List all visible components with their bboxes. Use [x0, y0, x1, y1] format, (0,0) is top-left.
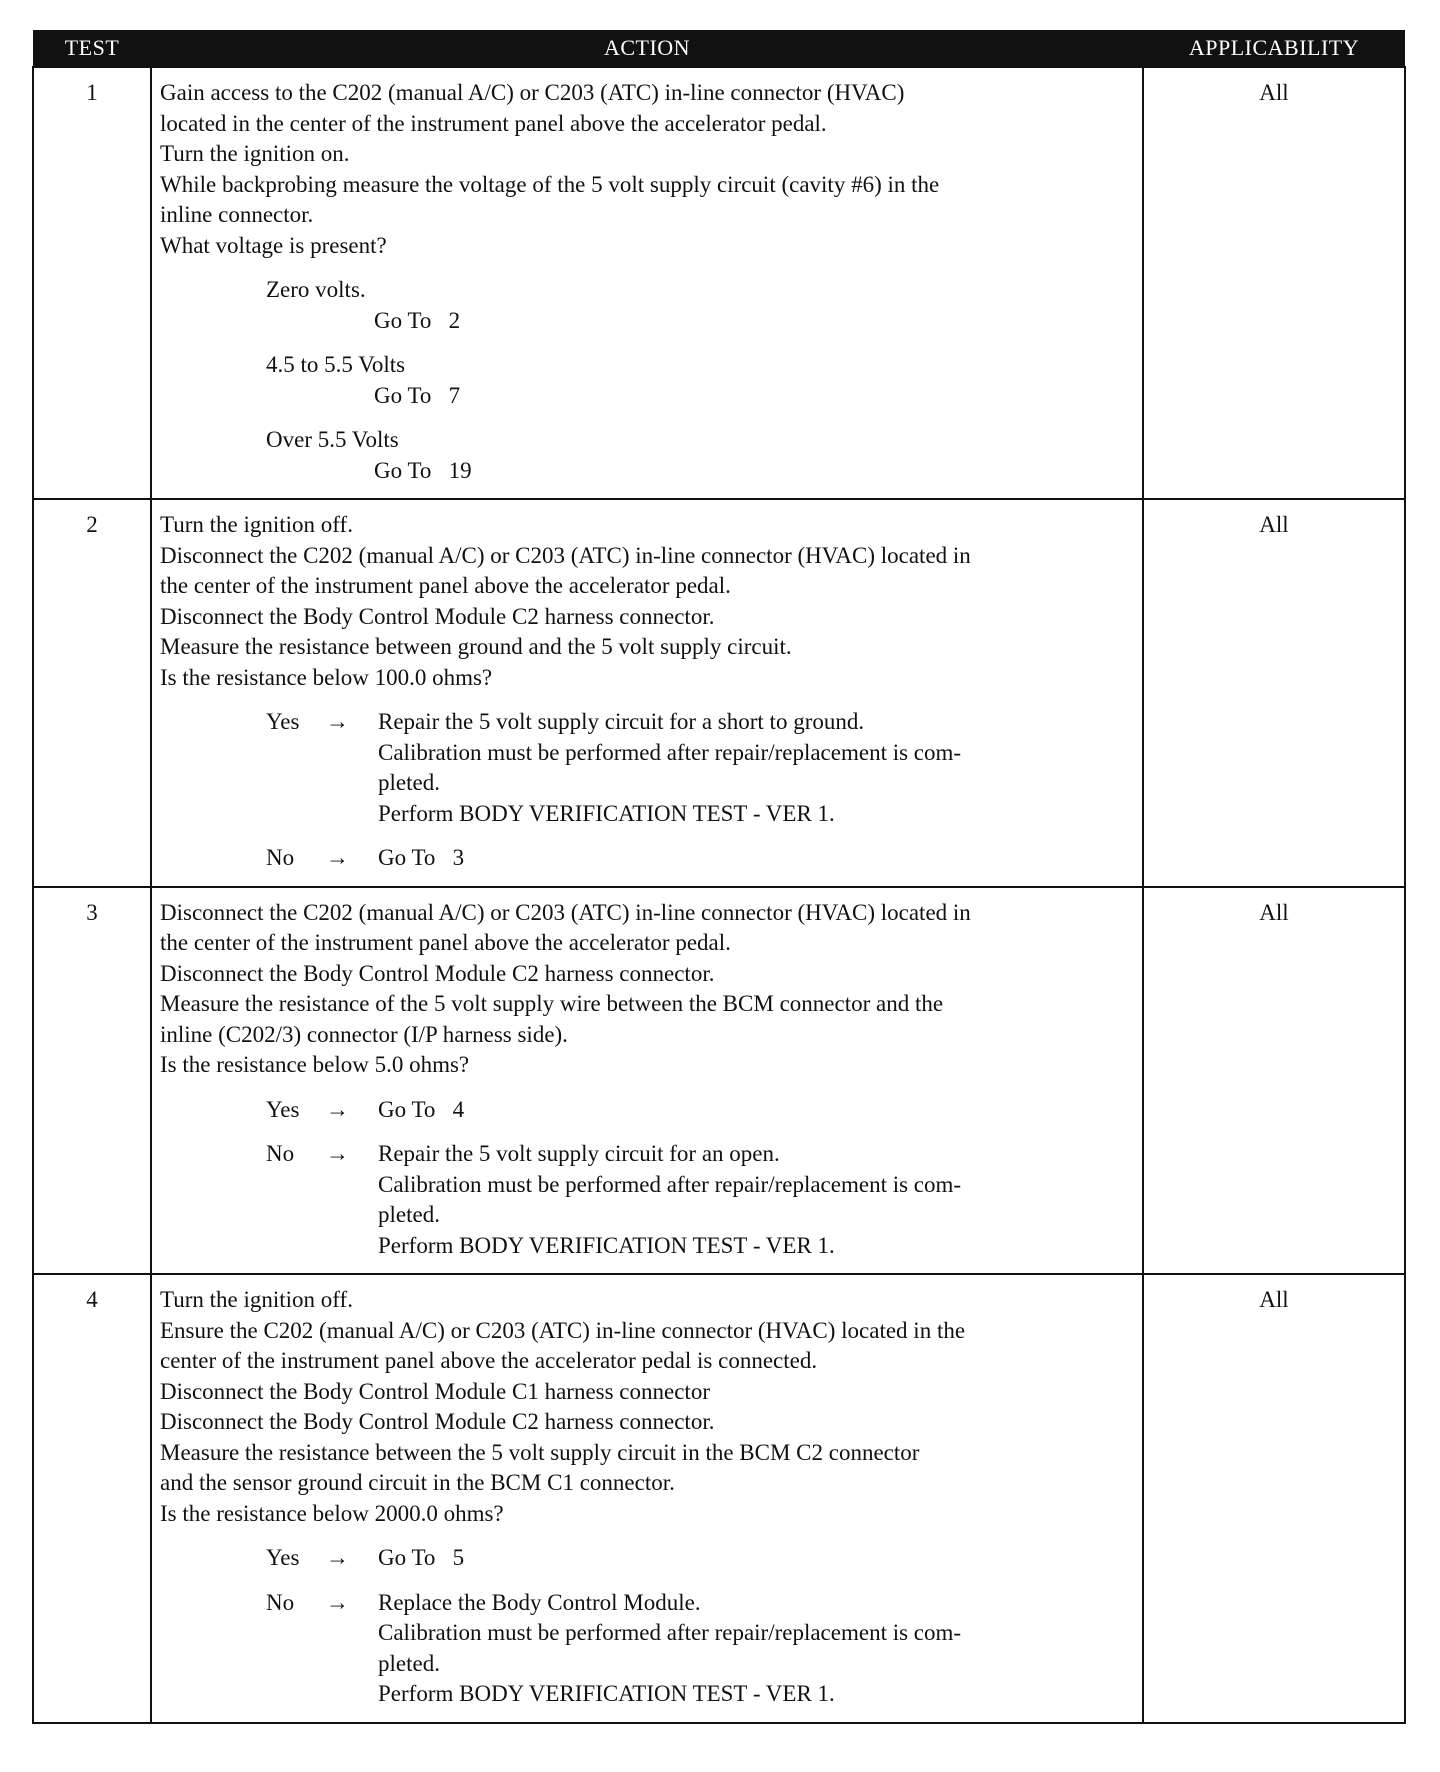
- response-label: Zero volts.: [266, 277, 366, 302]
- response-line: Perform BODY VERIFICATION TEST - VER 1.: [378, 1232, 835, 1258]
- test-number: 3: [33, 887, 151, 1275]
- yes-action-text: [378, 1543, 1128, 1574]
- yes-response: [266, 1095, 1136, 1126]
- applicability-cell: All: [1143, 1274, 1405, 1723]
- response-line: Perform BODY VERIFICATION TEST - VER 1.: [378, 800, 835, 826]
- right-arrow-icon: →: [326, 1545, 349, 1570]
- action-line: Ensure the C202 (manual A/C) or C203 (ATC) in-line connector (HVAC) located in the: [160, 1317, 966, 1343]
- test-number: 4: [33, 1274, 151, 1723]
- right-arrow-icon: →: [326, 1096, 349, 1122]
- action-line: Disconnect the C202 (manual A/C) or C203 (ATC) in-line connector (HVAC) located in: [160, 899, 971, 925]
- action-line: Measure the resistance between the 5 volt supply circuit in the BCM C2 connector: [160, 1439, 920, 1465]
- response-line: Calibration must be performed after repair/replacement is com-: [378, 1171, 962, 1197]
- table-header-row: [33, 30, 1405, 67]
- table-body: [33, 67, 1405, 1723]
- no-action-text: [378, 1139, 1128, 1261]
- action-line: and the sensor ground circuit in the BCM C1 connector.: [160, 1470, 675, 1495]
- no-label: No: [266, 1589, 295, 1615]
- action-line: Turn the ignition off.: [160, 1287, 353, 1312]
- response-line: Calibration must be performed after repair/replacement is com-: [378, 739, 962, 765]
- action-cell: [151, 499, 1143, 887]
- applicability-cell: All: [1143, 499, 1405, 887]
- action-line: Measure the resistance of the 5 volt supply wire between the BCM connector and the: [160, 991, 944, 1016]
- response-line: Calibration must be performed after repair/replacement is com-: [378, 1620, 962, 1645]
- response-line: pleted.: [378, 770, 440, 795]
- action-line: Disconnect the C202 (manual A/C) or C203 (ATC) in-line connector (HVAC) located in: [160, 542, 971, 568]
- yes-action-text: [378, 1095, 1128, 1126]
- right-arrow-icon: →: [326, 1141, 349, 1166]
- response-line: pleted.: [378, 1202, 440, 1227]
- table-row: [33, 1274, 1405, 1723]
- applicability-cell: All: [1143, 67, 1405, 499]
- table-row: [33, 499, 1405, 887]
- right-arrow-icon: →: [326, 1589, 349, 1615]
- action-line: the center of the instrument panel above the accelerator pedal.: [160, 573, 731, 598]
- yes-label: Yes: [266, 709, 300, 734]
- header-applicability: APPLICABILITY: [1143, 30, 1405, 67]
- voltage-responses: [266, 275, 1136, 486]
- action-line: Is the resistance below 100.0 ohms?: [160, 664, 493, 690]
- yes-response: [266, 1543, 1136, 1574]
- response-label: Over 5.5 Volts: [266, 427, 399, 452]
- action-line: located in the center of the instrument panel above the accelerator pedal.: [160, 110, 827, 136]
- table-row: [33, 887, 1405, 1275]
- goto-step: Go To 19: [374, 457, 472, 483]
- action-line: What voltage is present?: [160, 232, 387, 258]
- goto-step: Go To 7: [374, 382, 461, 408]
- response-line: Go To 4: [378, 1096, 465, 1122]
- action-line: Is the resistance below 2000.0 ohms?: [160, 1500, 504, 1526]
- action-line: center of the instrument panel above the accelerator pedal is connected.: [160, 1348, 818, 1373]
- response-line: Repair the 5 volt supply circuit for a short to ground.: [378, 709, 865, 734]
- yes-label: Yes: [266, 1545, 300, 1570]
- action-line: Is the resistance below 5.0 ohms?: [160, 1052, 470, 1077]
- yes-response: [266, 707, 1136, 829]
- diagnostic-page: [32, 30, 1404, 1724]
- action-line: Disconnect the Body Control Module C1 harness connector: [160, 1378, 710, 1404]
- action-line: Turn the ignition off.: [160, 512, 353, 537]
- header-test: TEST: [33, 30, 151, 67]
- response-label: 4.5 to 5.5 Volts: [266, 352, 406, 377]
- no-label: No: [266, 1141, 295, 1166]
- no-response: [266, 1588, 1136, 1710]
- goto-step: Go To 2: [374, 307, 461, 333]
- response-line: Perform BODY VERIFICATION TEST - VER 1.: [378, 1681, 835, 1706]
- response-line: pleted.: [378, 1650, 440, 1676]
- applicability-cell: All: [1143, 887, 1405, 1275]
- no-response: [266, 1139, 1136, 1261]
- action-line: Measure the resistance between ground and the 5 volt supply circuit.: [160, 634, 792, 659]
- action-line: inline (C202/3) connector (I/P harness side).: [160, 1021, 568, 1047]
- no-label: No: [266, 845, 295, 870]
- action-line: inline connector.: [160, 202, 314, 227]
- response-line: Go To 3: [378, 845, 465, 870]
- diagnostic-table: [32, 30, 1406, 1724]
- no-response: [266, 843, 1136, 874]
- action-line: Disconnect the Body Control Module C2 harness connector.: [160, 603, 715, 629]
- action-line: Turn the ignition on.: [160, 141, 350, 166]
- response-line: Go To 5: [378, 1545, 465, 1570]
- action-cell: [151, 67, 1143, 499]
- right-arrow-icon: →: [326, 709, 349, 734]
- response-line: Repair the 5 volt supply circuit for an open.: [378, 1141, 780, 1166]
- action-cell: [151, 1274, 1143, 1723]
- action-line: While backprobing measure the voltage of the 5 volt supply circuit (cavity #6) in the: [160, 171, 940, 197]
- action-cell: [151, 887, 1143, 1275]
- yes-action-text: [378, 707, 1128, 829]
- test-number: 1: [33, 67, 151, 499]
- action-line: Gain access to the C202 (manual A/C) or C203 (ATC) in-line connector (HVAC): [160, 80, 905, 105]
- action-line: Disconnect the Body Control Module C2 harness connector.: [160, 960, 715, 986]
- action-line: the center of the instrument panel above the accelerator pedal.: [160, 930, 731, 955]
- header-action: ACTION: [151, 30, 1143, 67]
- no-action-text: [378, 1588, 1128, 1710]
- action-line: Disconnect the Body Control Module C2 harness connector.: [160, 1409, 715, 1434]
- yes-label: Yes: [266, 1096, 300, 1122]
- test-number: 2: [33, 499, 151, 887]
- table-row: [33, 67, 1405, 499]
- no-action-text: [378, 843, 1128, 874]
- response-line: Replace the Body Control Module.: [378, 1589, 701, 1615]
- right-arrow-icon: →: [326, 845, 349, 870]
